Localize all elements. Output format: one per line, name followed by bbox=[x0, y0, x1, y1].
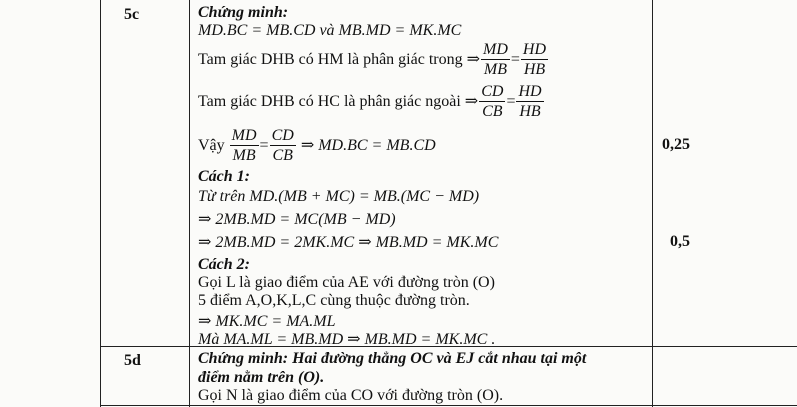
equation-text: Tam giác DHB có HC là phân giác ngoài ⇒ bbox=[198, 92, 479, 110]
question-id: 5d bbox=[124, 352, 141, 369]
method-heading: Cách 1: bbox=[198, 168, 250, 185]
row-divider bbox=[100, 405, 797, 406]
score-value: 0,5 bbox=[670, 233, 690, 250]
equation-line: Vậy $\frac{MD}{MB}$ = $\frac{CD}{CB}$ ⇒ MD.BC = MB.CD bbox=[198, 127, 436, 164]
score-value: 0,25 bbox=[662, 136, 690, 153]
fraction: $\frac{MD}{MB}$ bbox=[483, 41, 508, 78]
text-line: Gọi L là giao điểm của AE với đường tròn (O) bbox=[198, 274, 495, 291]
equation-line: ⇒ 2MB.MD = 2MK.MC ⇒ MB.MD = MK.MC bbox=[198, 234, 499, 251]
equation-line: Tam giác DHB có HC là phân giác ngoài ⇒ $\frac{CD}{CB}$ = $\frac{HD}{HB}$ bbox=[198, 83, 542, 120]
text-line: Gọi N là giao điểm của CO với đường tròn (O). bbox=[198, 387, 504, 404]
method-heading: Cách 2: bbox=[198, 256, 250, 273]
fraction: $\frac{MD}{MB}$ bbox=[231, 127, 257, 164]
fraction: $\frac{CD}{CB}$ bbox=[481, 83, 504, 120]
equation-line: ⇒ MK.MC = MA.ML bbox=[198, 313, 336, 330]
fraction: $\frac{HD}{HB}$ bbox=[522, 41, 547, 78]
question-id: 5c bbox=[124, 6, 140, 23]
equation-line: Mà MA.ML = MB.MD ⇒ MB.MD = MK.MC . bbox=[198, 331, 496, 348]
equation-text: ⇒ MD.BC = MB.CD bbox=[300, 136, 436, 154]
section-heading: Chứng minh: bbox=[198, 4, 289, 21]
equation-text: Tam giác DHB có HM là phân giác trong ⇒ bbox=[198, 50, 480, 68]
statement: MD.BC = MB.CD và MB.MD = MK.MC bbox=[198, 22, 462, 39]
fraction: $\frac{CD}{CB}$ bbox=[271, 127, 294, 164]
equation-line: Từ trên MD.(MB + MC) = MB.(MC − MD) bbox=[198, 188, 480, 205]
equation-line: ⇒ 2MB.MD = MC(MB − MD) bbox=[198, 211, 396, 228]
text-line: 5 điểm A,O,K,L,C cùng thuộc đường tròn. bbox=[198, 292, 470, 309]
equation-line: Tam giác DHB có HM là phân giác trong ⇒ $\frac{MD}{MB}$ = $\frac{HD}{HB}$ bbox=[198, 41, 547, 78]
section-heading: Chứng minh: Hai đường thẳng OC và EJ cắt nhau tại một bbox=[198, 350, 587, 367]
fraction: $\frac{HD}{HB}$ bbox=[518, 83, 542, 120]
section-heading: điểm nằm trên (O). bbox=[198, 369, 325, 386]
equation-text: Vậy bbox=[198, 136, 225, 154]
